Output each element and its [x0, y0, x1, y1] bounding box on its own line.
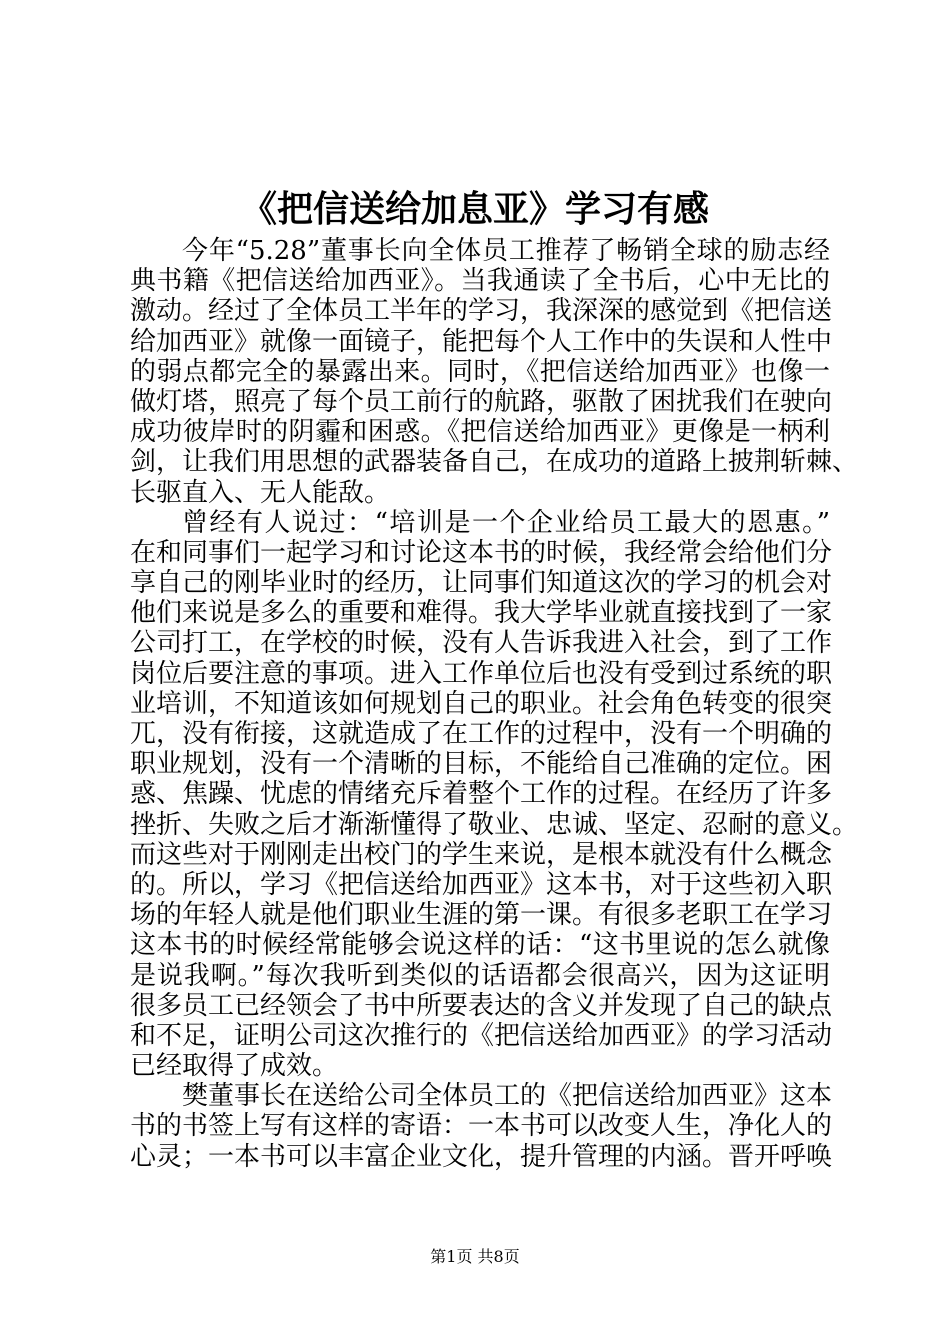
text-line: 已经取得了成效。 — [130, 1051, 339, 1082]
document-title: 《把信送给加息亚》学习有感 — [240, 188, 709, 230]
text-line: 他们来说是多么的重要和难得。我大学毕业就直接找到了一家 — [130, 598, 833, 629]
text-line: 业培训，不知道该如何规划自己的职业。社会角色转变的很突 — [130, 688, 833, 719]
text-line: 惑、焦躁、忧虑的情绪充斥着整个工作的过程。在经历了许多 — [130, 779, 833, 810]
page-footer: 第1页 共8页 — [430, 1247, 520, 1266]
text-line: 是说我啊。”每次我听到类似的话语都会很高兴，因为这证明 — [130, 960, 830, 991]
text-line: 典书籍《把信送给加西亚》。当我通读了全书后，心中无比的 — [130, 266, 830, 297]
text-line: 心灵；一本书可以丰富企业文化，提升管理的内涵。晋开呼唤 — [130, 1141, 833, 1172]
text-line: 剑，让我们用思想的武器装备自己，在成功的道路上披荆斩棘、 — [130, 447, 859, 478]
paragraph — [130, 1081, 833, 1172]
text-line: 书的书签上写有这样的寄语：一本书可以改变人生，净化人的 — [130, 1111, 833, 1142]
paragraph — [130, 236, 859, 508]
text-line: 做灯塔，照亮了每个员工前行的航路，驱散了困扰我们在驶向 — [130, 386, 833, 417]
text-line: 这本书的时候经常能够会说这样的话：“这书里说的怎么就像 — [130, 930, 830, 961]
document-body — [130, 236, 859, 1172]
text-line: 挫折、失败之后才渐渐懂得了敬业、忠诚、坚定、忍耐的意义。 — [130, 809, 859, 840]
text-line: 曾经有人说过：“培训是一个企业给员工最大的恩惠。” — [182, 507, 830, 538]
text-line: 长驱直入、无人能敌。 — [130, 477, 391, 508]
text-line: 公司打工，在学校的时候，没有人告诉我进入社会，到了工作 — [130, 628, 833, 659]
text-line: 场的年轻人就是他们职业生涯的第一课。有很多老职工在学习 — [130, 900, 833, 931]
text-line: 而这些对于刚刚走出校门的学生来说，是根本就没有什么概念 — [130, 839, 833, 870]
text-line: 和不足，证明公司这次推行的《把信送给加西亚》的学习活动 — [130, 1020, 833, 1051]
text-line: 职业规划，没有一个清晰的目标，不能给自己准确的定位。困 — [130, 749, 833, 780]
text-line: 今年“5.28”董事长向全体员工推荐了畅销全球的励志经 — [182, 236, 830, 266]
text-line: 兀，没有衔接，这就造成了在工作的过程中，没有一个明确的 — [130, 719, 833, 749]
text-line: 樊董事长在送给公司全体员工的《把信送给加西亚》这本 — [182, 1081, 833, 1112]
text-line: 激动。经过了全体员工半年的学习，我深深的感觉到《把信送 — [130, 296, 833, 327]
text-line: 成功彼岸时的阴霾和困惑。《把信送给加西亚》更像是一柄利 — [130, 417, 830, 448]
text-line: 的。所以，学习《把信送给加西亚》这本书，对于这些初入职 — [130, 869, 833, 900]
text-line: 给加西亚》就像一面镜子，能把每个人工作中的失误和人性中 — [130, 326, 833, 357]
text-line: 的弱点都完全的暴露出来。同时，《把信送给加西亚》也像一 — [130, 356, 830, 387]
text-line: 在和同事们一起学习和讨论这本书的时候，我经常会给他们分 — [130, 537, 833, 568]
text-line: 岗位后要注意的事项。进入工作单位后也没有受到过系统的职 — [130, 658, 833, 689]
paragraph — [130, 507, 859, 1082]
text-line: 很多员工已经领会了书中所要表达的含义并发现了自己的缺点 — [130, 990, 833, 1021]
text-line: 享自己的刚毕业时的经历，让同事们知道这次的学习的机会对 — [130, 568, 833, 599]
